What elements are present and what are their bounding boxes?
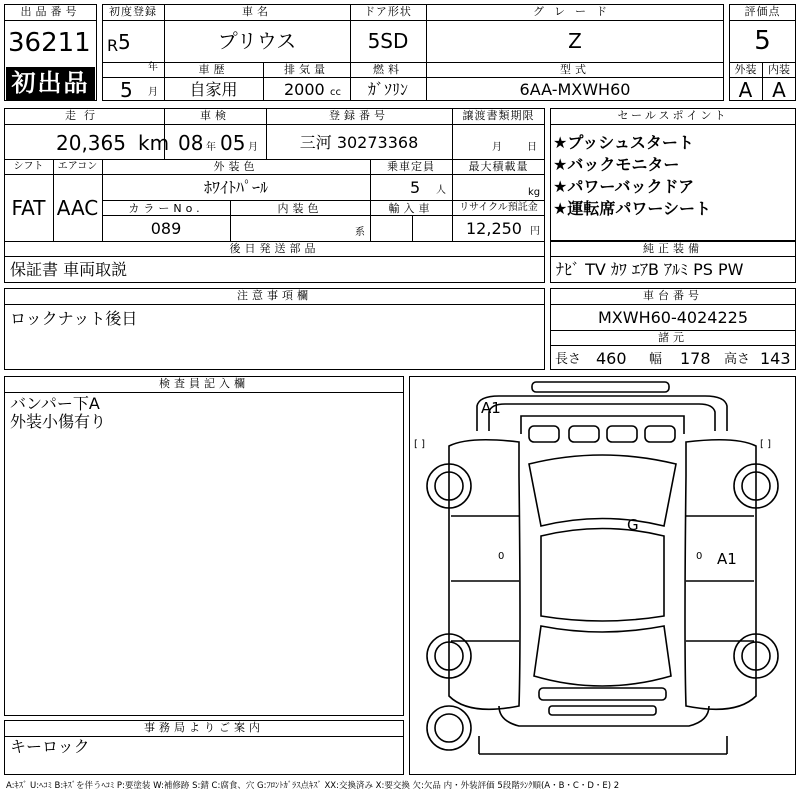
specs-label: 諸元 [658, 331, 688, 344]
era-letter: R [107, 36, 119, 55]
sales-point-item: ★プッシュスタート [553, 133, 694, 152]
inspector-label: 検査員記入欄 [159, 377, 249, 390]
bracket-mark: [ ] [414, 439, 425, 450]
sales-point-item: ★バックモニター [553, 155, 680, 174]
displacement-label: 排気量 [284, 63, 329, 76]
mileage-value: 20,365 [56, 131, 126, 155]
inspection-year: 08 [178, 131, 204, 155]
sales-point-item: ★運転席パワーシート [553, 199, 712, 218]
car-name-label: 車名 [242, 5, 272, 18]
ac-label: エアコン [57, 161, 98, 172]
capacity-unit: 人 [436, 185, 446, 196]
capacity-label: 乗車定員 [387, 160, 435, 173]
lot-label: 出品番号 [20, 5, 81, 18]
door-value: 5SD [367, 29, 409, 53]
exterior-grade-label: 外装 [734, 63, 757, 76]
first-listing-badge: 初出品 [6, 67, 95, 100]
mileage-label: 走行 [65, 109, 103, 122]
inspection-label: 車検 [200, 109, 230, 122]
history-label: 車歴 [198, 63, 229, 76]
chassis-value: MXWH60-4024225 [597, 308, 748, 327]
width-value: 178 [680, 349, 711, 368]
shift-value: FAT [11, 196, 46, 220]
shift-label: シフト [13, 161, 44, 172]
transfer-day-unit: 日 [527, 142, 537, 153]
inspection-month: 05 [220, 131, 246, 155]
first-reg-year: 5 [118, 30, 131, 54]
height-label: 高さ [724, 352, 751, 367]
equipment-label: 純正装備 [643, 242, 703, 255]
interior-grade: A [772, 78, 786, 102]
displacement-value: 2000 [284, 80, 325, 99]
color-no-value: 089 [150, 219, 182, 238]
interior-grade-label: 内装 [768, 63, 790, 76]
transfer-label: 譲渡書類期限 [462, 109, 535, 122]
first-reg-month: 5 [120, 78, 133, 102]
car-name: プリウス [217, 29, 297, 53]
exterior-color-value: ﾎﾜｲﾄﾊﾟｰﾙ [203, 178, 268, 197]
interior-color-unit: 系 [355, 227, 365, 238]
inspector-line: バンパー下A [10, 394, 100, 413]
later-parts-value: 保証書 車両取説 [10, 260, 128, 279]
recycle-unit: 円 [530, 226, 540, 237]
width-label: 幅 [649, 352, 663, 367]
door-label: ドア形状 [364, 5, 412, 18]
model-label: 型式 [560, 63, 590, 76]
office-label: 事務局よりご案内 [144, 721, 264, 734]
registration-value: 三河 30273368 [299, 133, 419, 152]
sales-points-label: セールスポイント [617, 109, 729, 122]
notes-label: 注意事項欄 [237, 289, 312, 302]
transfer-month-unit: 月 [492, 142, 502, 153]
later-parts-label: 後日発送部品 [229, 242, 320, 255]
recycle-value: 12,250 [466, 219, 522, 238]
registration-label: 登録番号 [329, 109, 389, 122]
load-unit: kg [528, 187, 541, 198]
wheel-tick: 0 [696, 551, 703, 562]
length-label: 長さ [555, 352, 582, 367]
lot-number: 36211 [8, 28, 91, 58]
chassis-label: 車台番号 [643, 289, 703, 302]
inspection-year-unit: 年 [206, 142, 216, 153]
color-no-label: カラーNo. [128, 202, 204, 215]
model-value: 6AA-MXWH60 [519, 80, 631, 99]
legend: A:ｷｽﾞ U:ﾍｺﾐ B:ｷｽﾞを伴うﾍｺﾐ P:要塗装 W:補修跡 S:錆 C:腐食、穴 G:ﾌﾛﾝﾄｶﾞﾗｽ点ｷｽﾞ XX:交換済み X:要交換 欠:欠品 内・外装評価 5段階ﾗﾝｸ順(A・B・C・D・E) 2 [6, 781, 620, 791]
exterior-color-label: 外装色 [213, 160, 259, 173]
height-value: 143 [760, 349, 791, 368]
length-value: 460 [596, 349, 627, 368]
interior-color-label: 内装色 [277, 202, 323, 215]
car-diagram [409, 376, 796, 775]
inspection-month-unit: 月 [248, 142, 258, 153]
wheel-tick: 0 [498, 551, 505, 562]
grade-label: グレード [533, 5, 617, 18]
notes-value: ロックナット後日 [10, 309, 138, 328]
history-value: 自家用 [189, 80, 238, 99]
damage-mark: A1 [717, 550, 737, 568]
fuel-label: 燃料 [373, 63, 403, 76]
recycle-label: リサイクル預託金 [459, 202, 538, 213]
displacement-unit: cc [330, 87, 341, 98]
load-label: 最大積載量 [468, 160, 529, 173]
score-value: 5 [754, 26, 771, 56]
ac-value: AAC [56, 196, 99, 220]
inspector-line: 外装小傷有り [10, 412, 107, 431]
bracket-mark: [ ] [760, 439, 771, 450]
damage-mark: G [627, 516, 639, 534]
import-label: 輸入車 [388, 202, 434, 215]
capacity-value: 5 [410, 178, 421, 197]
first-reg-label: 初度登録 [109, 5, 157, 18]
sales-point-item: ★パワーバックドア [553, 177, 695, 196]
mileage-unit: km [138, 131, 170, 155]
year-unit: 年 [148, 62, 158, 73]
score-label: 評価点 [744, 5, 781, 18]
damage-mark: A1 [481, 399, 501, 417]
equipment-value: ﾅﾋﾞ TV ｶﾜ ｴｱB ｱﾙﾐ PS PW [556, 260, 744, 279]
grade-value: Z [568, 29, 582, 53]
exterior-grade: A [738, 78, 753, 102]
fuel-value: ｶﾞｿﾘﾝ [367, 80, 408, 99]
month-unit: 月 [148, 87, 158, 98]
office-value: キーロック [10, 737, 90, 756]
